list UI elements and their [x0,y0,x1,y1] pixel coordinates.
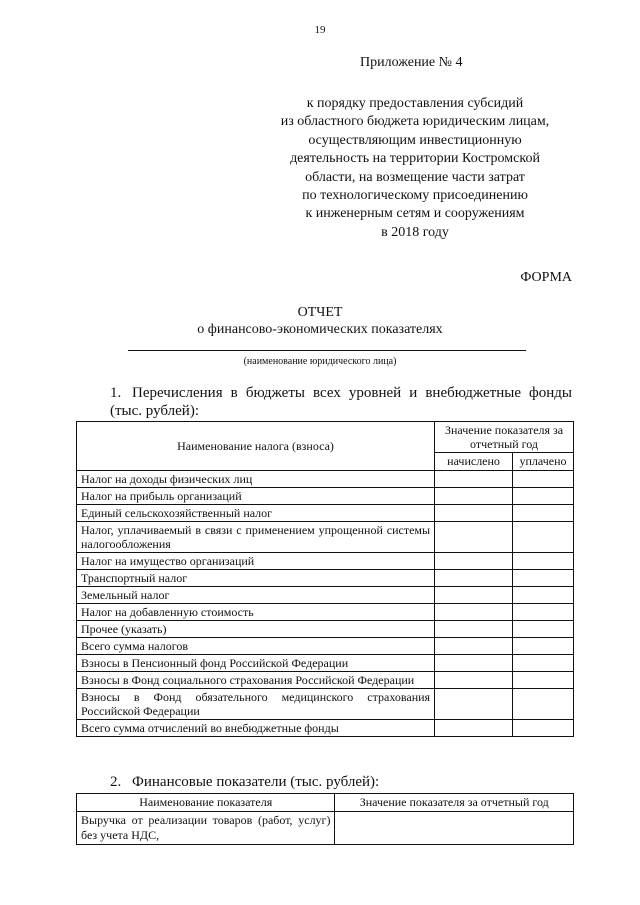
paid-cell[interactable] [513,522,574,553]
row-label: Транспортный налог [77,570,435,587]
table-row [77,505,574,522]
accrued-cell[interactable] [435,604,513,621]
accrued-cell[interactable] [435,522,513,553]
table-row [77,720,574,737]
accrued-cell[interactable] [435,655,513,672]
row-label: Налог на прибыль организаций [77,488,435,505]
row-label: Всего сумма налогов [77,638,435,655]
paid-cell[interactable] [513,638,574,655]
table-row [77,553,574,570]
table-row [77,471,574,488]
table-row [77,672,574,689]
row-label: Выручка от реализации товаров (работ, услуг) без учета НДС, [77,812,335,845]
paid-cell[interactable] [513,689,574,720]
appendix-title: Приложение № 4 [360,55,463,70]
taxes-header-row [77,422,574,453]
row-label: Всего сумма отчислений во внебюджетные фонды [77,720,435,737]
entity-name-caption: (наименование юридического лица) [243,356,397,367]
order-reference [245,95,585,242]
financial-table [76,793,574,845]
order-line: из областного бюджета юридическим лицам, [280,114,550,130]
row-label: Прочее (указать) [77,621,435,638]
value-cell[interactable] [335,812,574,845]
section-1-heading [110,384,572,420]
taxes-col-name: Наименование налога (взноса) [77,422,435,471]
section-2-title: Финансовые показатели (тыс. рублей): [132,774,380,790]
table-row [77,570,574,587]
page-number: 19 [314,24,326,36]
accrued-cell[interactable] [435,488,513,505]
accrued-cell[interactable] [435,471,513,488]
accrued-cell[interactable] [435,553,513,570]
section-1-title: Перечисления в бюджеты всех уровней и внебюджетные фонды (тыс. рублей): [110,385,572,419]
row-label: Единый сельскохозяйственный налог [77,505,435,522]
report-subtitle: о финансово-экономических показателях [197,322,443,337]
table-row [77,488,574,505]
row-label: Взносы в Пенсионный фонд Российской Федерации [77,655,435,672]
table-row [77,655,574,672]
form-label: ФОРМА [520,270,572,285]
paid-cell[interactable] [513,672,574,689]
paid-cell[interactable] [513,587,574,604]
section-1-number: 1. [110,385,122,401]
accrued-cell[interactable] [435,638,513,655]
taxes-col-accrued: начислено [435,453,513,471]
table-row [77,604,574,621]
section-2-heading [110,774,379,791]
accrued-cell[interactable] [435,621,513,638]
report-title: ОТЧЕТ [297,305,343,320]
order-line: к инженерным сетям и сооружениям [305,206,525,222]
table-row [77,587,574,604]
order-line: по технологическому присоединению [302,188,528,204]
paid-cell[interactable] [513,655,574,672]
row-label: Налог на добавленную стоимость [77,604,435,621]
financial-col-value: Значение показателя за отчетный год [335,794,574,812]
row-label: Взносы в Фонд обязательного медицинского страхования Российской Федерации [77,689,435,720]
table-row [77,689,574,720]
taxes-col-paid: уплачено [513,453,574,471]
row-label: Налог, уплачиваемый в связи с применением упрощенной системы налогообложения [77,522,435,553]
paid-cell[interactable] [513,488,574,505]
accrued-cell[interactable] [435,689,513,720]
paid-cell[interactable] [513,471,574,488]
paid-cell[interactable] [513,604,574,621]
table-row [77,638,574,655]
accrued-cell[interactable] [435,587,513,604]
taxes-col-value: Значение показателя за отчетный год [435,422,574,453]
row-label: Налог на имущество организаций [77,553,435,570]
table-row [77,621,574,638]
paid-cell[interactable] [513,720,574,737]
section-2-number: 2. [110,774,122,790]
row-label: Налог на доходы физических лиц [77,471,435,488]
order-line: в 2018 году [381,224,449,240]
paid-cell[interactable] [513,505,574,522]
taxes-table [76,421,574,737]
accrued-cell[interactable] [435,505,513,522]
paid-cell[interactable] [513,621,574,638]
entity-name-line[interactable] [128,350,526,351]
financial-col-name: Наименование показателя [77,794,335,812]
paid-cell[interactable] [513,570,574,587]
accrued-cell[interactable] [435,570,513,587]
paid-cell[interactable] [513,553,574,570]
table-row [77,812,574,845]
accrued-cell[interactable] [435,672,513,689]
accrued-cell[interactable] [435,720,513,737]
order-line: деятельность на территории Костромской [290,151,540,167]
row-label: Взносы в Фонд социального страхования Российской Федерации [77,672,435,689]
order-line: области, на возмещение части затрат [305,169,525,185]
financial-header-row [77,794,574,812]
order-line: к порядку предоставления субсидий [306,96,524,111]
order-line: осуществляющим инвестиционную [308,132,522,148]
row-label: Земельный налог [77,587,435,604]
table-row [77,522,574,553]
